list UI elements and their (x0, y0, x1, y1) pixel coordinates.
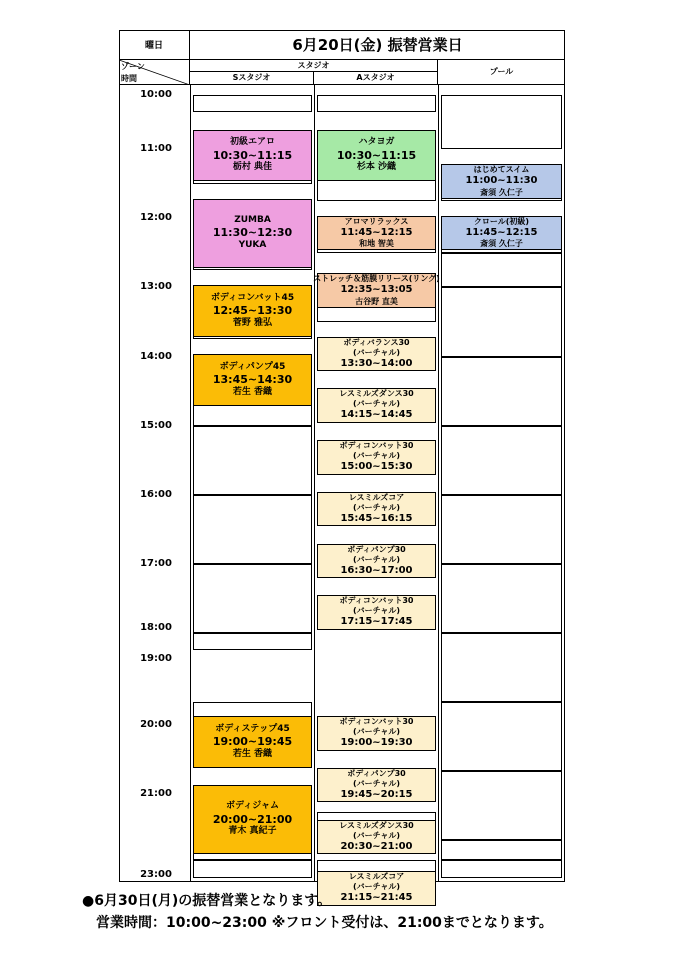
class-instructor: 和地 智美 (359, 239, 394, 249)
empty-slot (441, 860, 562, 878)
class-time: 11:00~11:30 (465, 175, 538, 186)
class-instructor: 若生 香織 (232, 748, 273, 759)
class-name: ボディパンプ30 (347, 768, 406, 778)
footer-note: ●6月30日(月)の振替営業となります。 (82, 893, 332, 909)
class-name: ボディコンバット30 (339, 717, 414, 726)
s-class-3[interactable] (193, 354, 312, 406)
class-instructor: 青木 真紀子 (228, 826, 277, 837)
class-name: ハタヨガ (358, 137, 395, 148)
class-time: 13:30~14:00 (340, 357, 413, 369)
class-time: 12:45~13:30 (212, 303, 293, 317)
s-studio-header: Sスタジオ (190, 72, 314, 85)
empty-slot (193, 564, 312, 633)
empty-slot (441, 426, 562, 495)
empty-slot (317, 95, 436, 112)
studio-group-label: スタジオ (190, 60, 438, 72)
empty-slot (193, 860, 312, 878)
empty-slot (441, 633, 562, 702)
class-name: ボディコンバット30 (339, 596, 414, 606)
class-instructor: 斎須 久仁子 (480, 187, 523, 197)
class-virtual-tag: (バーチャル) (352, 727, 401, 736)
class-time: 20:30~21:00 (340, 840, 413, 852)
class-virtual-tag: (バーチャル) (352, 502, 401, 512)
class-virtual-tag: (バーチャル) (352, 399, 401, 409)
class-name: 初級エアロ (229, 137, 275, 148)
class-instructor: YUKA (238, 239, 267, 250)
a-class-1[interactable] (317, 216, 436, 251)
class-name: ボディコンバット30 (339, 441, 414, 450)
pool-header: プール (438, 60, 565, 85)
time-label-1400: 14:00 (140, 351, 172, 362)
a-class-5[interactable] (317, 440, 436, 475)
class-instructor: 古谷野 直美 (355, 296, 398, 306)
zone-time-diagonal (119, 60, 190, 85)
time-label-1600: 16:00 (140, 489, 172, 500)
a-class-7[interactable] (317, 544, 436, 579)
empty-slot (193, 95, 312, 112)
time-label-2000: 20:00 (140, 719, 172, 730)
class-name: ボディパンプ30 (347, 544, 406, 554)
footer-hours: 営業時間：10:00~23:00 ※フロント受付は、21:00までとなります。 (96, 915, 553, 931)
s-class-4[interactable] (193, 716, 312, 768)
class-time: 17:15~17:45 (340, 616, 413, 628)
time-label-1300: 13:00 (140, 281, 172, 292)
class-time: 12:35~13:05 (340, 284, 413, 296)
class-instructor: 若生 香織 (232, 386, 273, 397)
a-class-10[interactable] (317, 768, 436, 803)
class-virtual-tag: (バーチャル) (352, 554, 401, 564)
s-class-2[interactable] (193, 285, 312, 337)
class-virtual-tag: (バーチャル) (352, 778, 401, 788)
empty-slot (441, 495, 562, 564)
empty-slot (193, 495, 312, 564)
class-name: レスミルズダンス30 (339, 389, 414, 399)
class-name: アロマリラックス (344, 216, 409, 226)
a-class-2[interactable] (313, 273, 440, 308)
col-divider (314, 85, 315, 882)
a-class-8[interactable] (317, 595, 436, 630)
a-class-4[interactable] (317, 388, 436, 423)
class-time: 15:00~15:30 (340, 461, 413, 472)
class-virtual-tag: (バーチャル) (352, 830, 401, 840)
class-name: はじめてスイム (473, 165, 530, 174)
class-name: クロール(初級) (473, 216, 530, 226)
a-class-9[interactable] (317, 716, 436, 751)
class-time: 21:15~21:45 (340, 892, 413, 904)
class-instructor: 杉本 沙織 (356, 162, 397, 173)
empty-slot (441, 253, 562, 287)
empty-slot (441, 771, 562, 840)
empty-slot (441, 564, 562, 633)
a-studio-header: Aスタジオ (314, 72, 438, 85)
empty-slot (193, 426, 312, 495)
class-time: 15:45~16:15 (340, 512, 413, 524)
time-label-1100: 11:00 (140, 143, 172, 154)
time-label-1000: 10:00 (140, 89, 172, 100)
time-label-1900: 19:00 (140, 653, 172, 664)
class-name: ボディステップ45 (215, 723, 290, 734)
empty-slot (193, 633, 312, 650)
class-virtual-tag: (バーチャル) (352, 606, 401, 616)
class-time: 10:30~11:15 (336, 148, 417, 162)
col-divider (438, 85, 439, 882)
class-name: ZUMBA (234, 214, 271, 225)
time-label-1700: 17:00 (140, 558, 172, 569)
class-name: ボディバランス30 (343, 337, 410, 347)
class-time: 11:30~12:30 (212, 226, 293, 240)
class-time: 13:45~14:30 (212, 372, 293, 386)
time-label-2300: 23:00 (140, 869, 172, 880)
class-instructor: 栃村 典佳 (232, 162, 273, 173)
class-name: ストレッチ＆筋膜リリース(リング) (313, 274, 440, 284)
class-name: ボディジャム (225, 801, 280, 812)
a-class-11[interactable] (317, 820, 436, 855)
class-time: 16:30~17:00 (340, 564, 413, 576)
class-name: レスミルズコア (348, 872, 405, 882)
class-time: 10:30~11:15 (212, 148, 293, 162)
class-name: レスミルズコア (348, 492, 405, 502)
class-time: 11:45~12:15 (465, 226, 538, 238)
zone-label: ゾーン (121, 62, 145, 71)
time-label: 時間 (121, 74, 137, 83)
empty-slot (441, 95, 562, 149)
pool-class-0[interactable] (441, 164, 562, 199)
s-class-5[interactable] (193, 785, 312, 854)
class-time: 19:00~19:45 (212, 735, 293, 748)
pool-class-1[interactable] (441, 216, 562, 251)
a-class-3[interactable] (317, 337, 436, 372)
a-class-12[interactable] (317, 871, 436, 906)
class-virtual-tag: (バーチャル) (352, 347, 401, 357)
empty-slot (441, 357, 562, 426)
class-time: 19:00~19:30 (340, 737, 413, 748)
col-divider (190, 85, 191, 882)
empty-slot (441, 840, 562, 860)
s-class-1[interactable] (193, 199, 312, 268)
class-time: 20:00~21:00 (212, 812, 293, 826)
s-class-0[interactable] (193, 130, 312, 182)
class-time: 19:45~20:15 (340, 788, 413, 800)
class-instructor: 菅野 雅弘 (232, 317, 273, 328)
class-name: ボディパンプ45 (219, 361, 286, 372)
time-label-1800: 18:00 (140, 622, 172, 633)
class-name: ボディコンバット45 (210, 292, 295, 303)
empty-slot (441, 702, 562, 771)
class-instructor: 斎須 久仁子 (480, 239, 523, 249)
time-label-2100: 21:00 (140, 788, 172, 799)
empty-slot (441, 287, 562, 357)
class-virtual-tag: (バーチャル) (352, 451, 401, 460)
time-label-1200: 12:00 (140, 212, 172, 223)
page-title: 6月20日(金) 振替営業日 (190, 30, 565, 60)
a-class-0[interactable] (317, 130, 436, 182)
day-label: 曜日 (119, 30, 190, 60)
class-virtual-tag: (バーチャル) (352, 882, 401, 892)
class-time: 11:45~12:15 (340, 226, 413, 238)
a-class-6[interactable] (317, 492, 436, 527)
class-name: レスミルズダンス30 (339, 820, 414, 830)
class-time: 14:15~14:45 (340, 409, 413, 421)
time-label-1500: 15:00 (140, 420, 172, 431)
